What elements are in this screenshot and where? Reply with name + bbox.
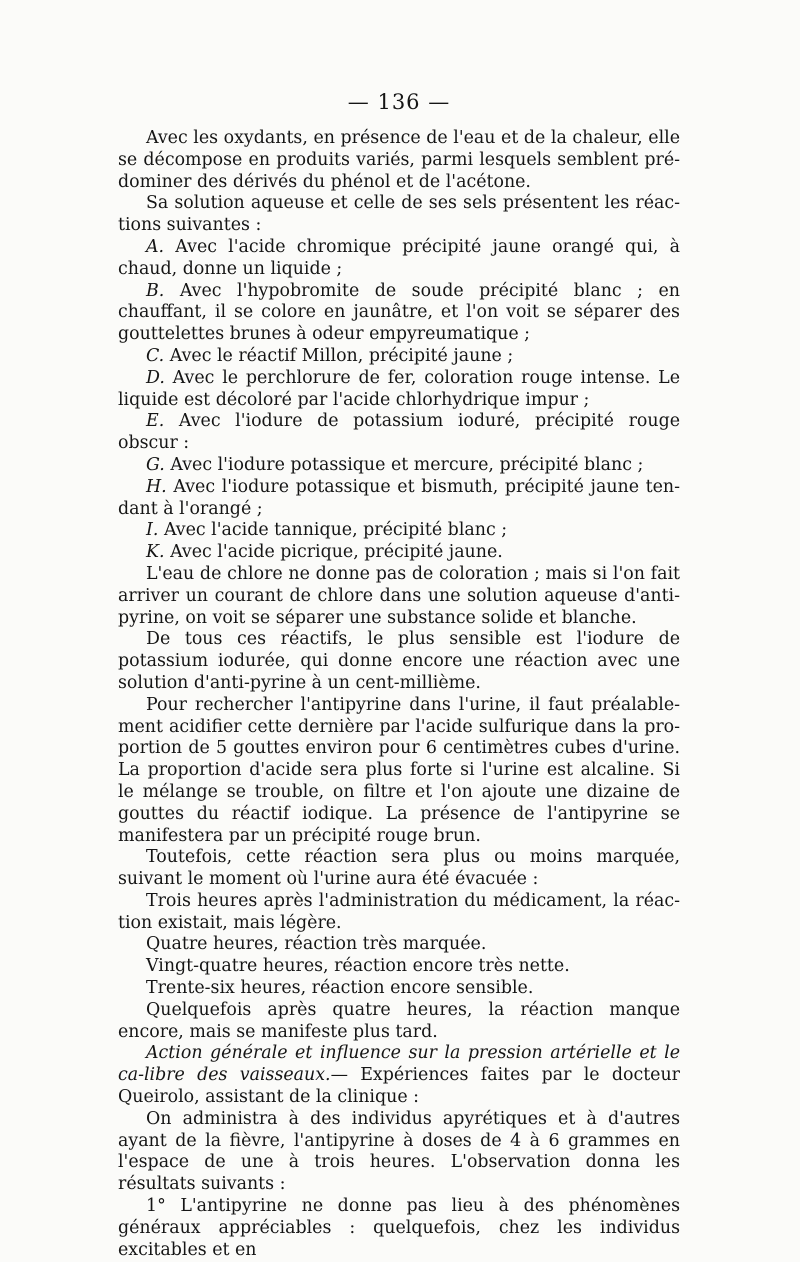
- paragraph-toutefois: Toutefois, cette réaction sera plus ou moins marquée, suivant le moment où l'urine aura été évacuée :: [118, 847, 680, 890]
- page-number: — 136 —: [347, 90, 451, 114]
- paragraph-oxydants: Avec les oxydants, en présence de l'eau et de la chaleur, elle se décompose en produits variés, parmi lesquels semblent pré-dominer des dérivés du phénol et de l'acétone.: [118, 128, 680, 192]
- reaction-label: C.: [146, 345, 165, 366]
- paragraph-vingt-quatre-heures: Vingt-quatre heures, réaction encore très nette.: [146, 956, 570, 977]
- reaction-text: Avec le perchlorure de fer, coloration rouge intense. Le liquide est décoloré par l'acide chlorhydrique impur ;: [118, 367, 680, 410]
- reaction-label: B.: [146, 280, 165, 301]
- reaction-label: H.: [146, 476, 167, 497]
- reaction-e: [118, 411, 680, 455]
- reaction-c: [118, 346, 680, 368]
- reaction-label: D.: [146, 367, 165, 388]
- book-page: [118, 90, 680, 1261]
- paragraph-administra: On administra à des individus apyrétiques et à d'autres ayant de la fièvre, l'antipyrine à doses de 4 à 6 grammes en l'espace de une à trois heures. L'observation donna les résultats suivants :: [118, 1108, 680, 1195]
- reaction-b: [118, 281, 680, 346]
- reaction-d: [118, 368, 680, 412]
- paragraph-solution: Sa solution aqueuse et celle de ses sels présentent les réac-tions suivantes :: [118, 193, 680, 236]
- reaction-label: E.: [146, 411, 165, 432]
- paragraph-urine: Pour rechercher l'antipyrine dans l'urine, il faut préalable-ment acidifier cette dernière par l'acide sulfurique dans la pro-portion de 5 gouttes environ pour 6 centimètres cubes d'urine. La proportion d'acide sera plus forte si l'urine est alcaline. Si le mélange se trouble, on filtre et l'on ajoute une dizaine de gouttes du réactif iodique. La présence de l'antipyrine se manifestera par un précipité rouge brun.: [118, 694, 680, 846]
- paragraph-trente-six-heures: Trente-six heures, réaction encore sensible.: [146, 978, 534, 999]
- paragraph-quatre-heures: Quatre heures, réaction très marquée.: [146, 934, 487, 955]
- reaction-text: Avec l'acide picrique, précipité jaune.: [170, 542, 503, 563]
- paragraph-sensible: De tous ces réactifs, le plus sensible est l'iodure de potassium iodurée, qui donne encore une réaction avec une solution d'anti-pyrine à un cent-millième.: [118, 629, 680, 693]
- page-body: [118, 128, 680, 1261]
- reaction-text: Avec l'iodure de potassium ioduré, précipité rouge obscur :: [118, 411, 680, 454]
- reaction-label: G.: [146, 454, 165, 475]
- reaction-i: [118, 520, 680, 542]
- reaction-label: I.: [146, 520, 159, 541]
- paragraph-premier-resultat: 1° L'antipyrine ne donne pas lieu à des phénomènes généraux appréciables : quelquefois, chez les individus excitables et en: [118, 1196, 680, 1260]
- reaction-g: [118, 455, 680, 477]
- section-heading: Action générale et influence sur la pression artérielle et le ca-libre des vaisseaux.: [118, 1043, 680, 1086]
- reaction-text: Avec l'iodure potassique et mercure, précipité blanc ;: [170, 454, 644, 475]
- reaction-text: Avec le réactif Millon, précipité jaune ;: [169, 345, 514, 366]
- reaction-label: A.: [146, 236, 165, 257]
- reaction-text: Avec l'acide chromique précipité jaune orangé qui, à chaud, donne un liquide ;: [118, 236, 680, 279]
- reaction-a: [118, 237, 680, 281]
- reaction-label: K.: [146, 542, 165, 563]
- section-action-generale: [118, 1043, 680, 1108]
- section-heading-rest: — Expériences faites par le docteur Queirolo, assistant de la clinique :: [118, 1065, 680, 1108]
- reaction-h: [118, 477, 680, 521]
- reaction-k: [118, 542, 680, 564]
- reaction-text: Avec l'acide tannique, précipité blanc ;: [163, 520, 508, 541]
- paragraph-quelquefois: Quelquefois après quatre heures, la réaction manque encore, mais se manifeste plus tard.: [118, 999, 680, 1042]
- reaction-text: Avec l'hypobromite de soude précipité blanc ; en chauffant, il se colore en jaunâtre, et l'on voit se séparer des gouttelettes brunes à odeur empyreumatique ;: [118, 280, 681, 345]
- paragraph-chlore: L'eau de chlore ne donne pas de coloration ; mais si l'on fait arriver un courant de chlore dans une solution aqueuse d'anti-pyrine, on voit se séparer une substance solide et blanche.: [118, 563, 680, 628]
- paragraph-trois-heures: Trois heures après l'administration du médicament, la réac-tion existait, mais légère.: [118, 890, 680, 933]
- reaction-text: Avec l'iodure potassique et bismuth, précipité jaune ten-dant à l'orangé ;: [118, 476, 681, 519]
